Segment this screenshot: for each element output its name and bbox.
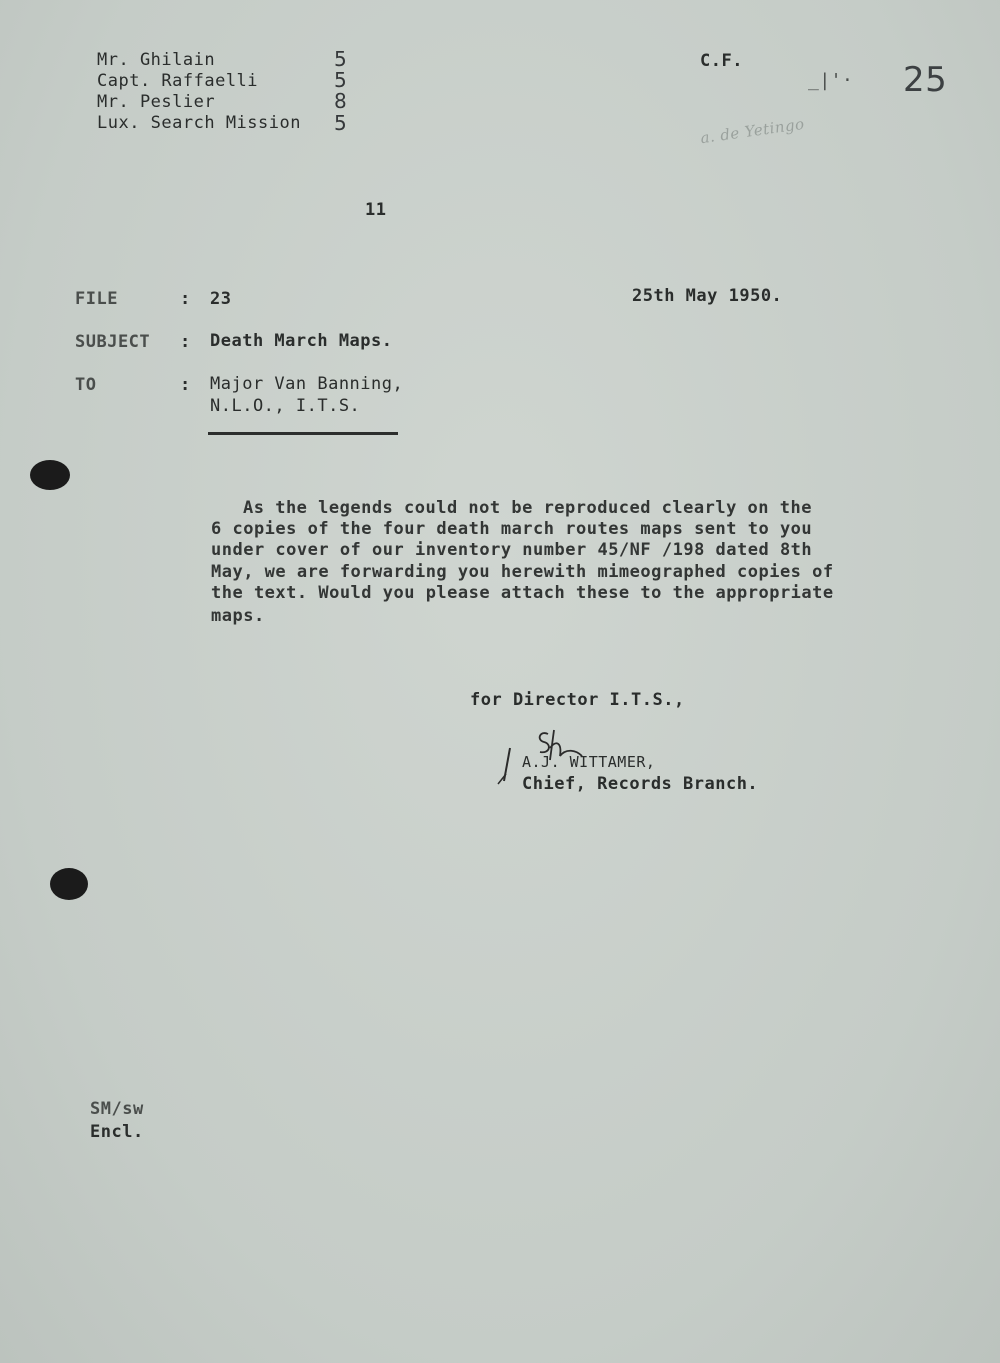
colon: :	[180, 289, 191, 309]
signatory-title: Chief, Records Branch.	[522, 774, 759, 794]
enclosure-note: Encl.	[90, 1122, 144, 1142]
body-line: May, we are forwarding you herewith mimeographed copies of	[211, 562, 834, 582]
distribution-count: 5	[334, 111, 348, 135]
colon: :	[180, 375, 191, 395]
recipient-title: N.L.O., I.T.S.	[210, 396, 361, 416]
distribution-count: 5	[334, 68, 348, 92]
body-line: maps.	[211, 606, 265, 626]
body-line: the text. Would you please attach these to the appropriate	[211, 583, 834, 603]
body-line: As the legends could not be reproduced clearly on the	[243, 498, 812, 518]
pencil-note: a. de Yetingo	[699, 114, 806, 148]
distribution-name: Mr. Peslier	[97, 92, 216, 112]
signature-for-line: for Director I.T.S.,	[470, 690, 685, 710]
file-label: FILE	[75, 289, 118, 309]
colon: :	[180, 332, 191, 352]
file-value: 23	[210, 289, 232, 309]
page-number: 25	[903, 60, 948, 100]
signatory-name: A.J. WITTAMER,	[522, 753, 656, 771]
distribution-name: Mr. Ghilain	[97, 50, 216, 70]
to-label: TO	[75, 375, 97, 395]
distribution-name: Capt. Raffaelli	[97, 71, 259, 91]
punch-hole-bottom	[50, 868, 88, 900]
memo-date: 25th May 1950.	[632, 286, 783, 306]
copy-number: 11	[365, 200, 387, 220]
subject-label: SUBJECT	[75, 332, 151, 352]
distribution-name: Lux. Search Mission	[97, 113, 301, 133]
subject-value: Death March Maps.	[210, 331, 393, 351]
distribution-count: 5	[334, 47, 348, 71]
header-underline	[208, 432, 398, 435]
recipient-name: Major Van Banning,	[210, 374, 404, 394]
cf-mark: C.F.	[700, 51, 743, 71]
body-line: under cover of our inventory number 45/NF /198 dated 8th	[211, 540, 813, 560]
corner-dashes: _|'·	[808, 70, 854, 91]
punch-hole-top	[30, 460, 70, 490]
distribution-count: 8	[334, 89, 348, 113]
reference-initials: SM/sw	[90, 1099, 144, 1119]
body-line: 6 copies of the four death march routes maps sent to you	[211, 519, 813, 539]
